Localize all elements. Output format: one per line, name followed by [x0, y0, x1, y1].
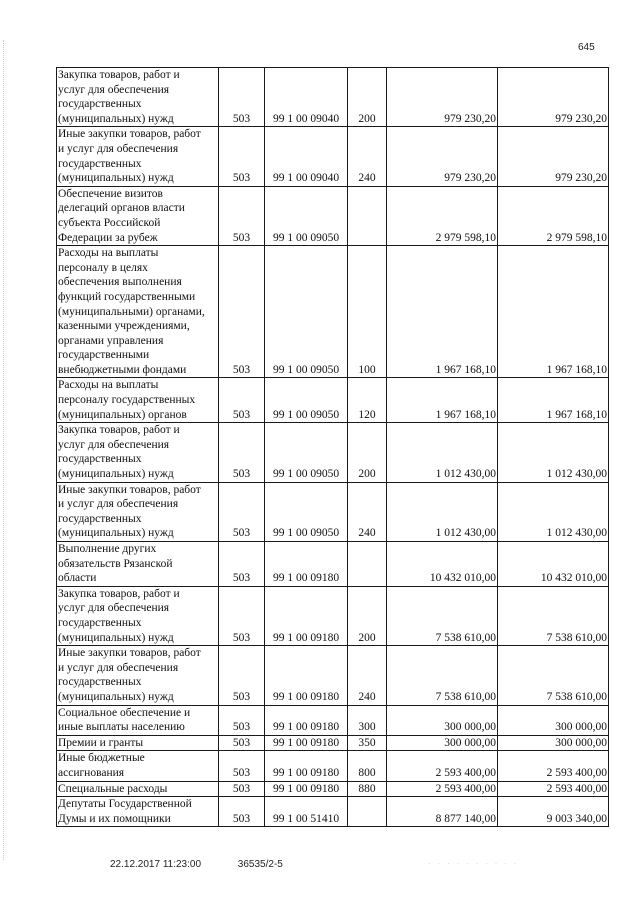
cell-kcsr: 99 1 00 09180: [265, 751, 348, 781]
cell-kcsr: 99 1 00 09180: [265, 646, 348, 705]
cell-razdel: 503: [219, 68, 265, 127]
cell-name: Расходы на выплаты персоналу в целях обеспечения выполнения функций государственными (муниципальными) органами, казенными учреждениями, органами управления государственными внебюджетными фондами: [57, 246, 219, 378]
budget-table-body: [57, 68, 609, 827]
cell-name: Закупка товаров, работ и услуг для обеспечения государственных (муниципальных) нужд: [57, 423, 219, 482]
cell-razdel: 503: [219, 127, 265, 186]
table-row: [57, 542, 609, 587]
cell-sum1: 8 877 140,00: [387, 797, 498, 827]
cell-name: Закупка товаров, работ и услуг для обеспечения государственных (муниципальных) нужд: [57, 586, 219, 645]
cell-razdel: 503: [219, 423, 265, 482]
cell-kvr: 100: [348, 246, 387, 378]
cell-kvr: 800: [348, 751, 387, 781]
cell-sum2: 2 593 400,00: [498, 751, 609, 781]
footer-datetime: 22.12.2017 11:23:00: [110, 859, 202, 870]
cell-sum2: 2 979 598,10: [498, 186, 609, 245]
cell-sum2: 979 230,20: [498, 127, 609, 186]
cell-sum2: 300 000,00: [498, 705, 609, 735]
cell-sum1: 1 012 430,00: [387, 482, 498, 541]
cell-name: Закупка товаров, работ и услуг для обеспечения государственных (муниципальных) нужд: [57, 68, 219, 127]
cell-razdel: 503: [219, 482, 265, 541]
cell-name: Премии и гранты: [57, 735, 219, 751]
cell-kvr: 240: [348, 646, 387, 705]
cell-sum1: 1 012 430,00: [387, 423, 498, 482]
cell-sum2: 1 967 168,10: [498, 246, 609, 378]
cell-kcsr: 99 1 00 09040: [265, 127, 348, 186]
cell-razdel: 503: [219, 378, 265, 423]
cell-sum1: 979 230,20: [387, 68, 498, 127]
cell-name: Иные бюджетные ассигнования: [57, 751, 219, 781]
cell-kvr: 200: [348, 586, 387, 645]
cell-name: Расходы на выплаты персоналу государственных (муниципальных) органов: [57, 378, 219, 423]
cell-razdel: 503: [219, 186, 265, 245]
cell-kcsr: 99 1 00 09040: [265, 68, 348, 127]
table-row: [57, 646, 609, 705]
table-row: [57, 482, 609, 541]
cell-kvr: 350: [348, 735, 387, 751]
cell-kcsr: 99 1 00 09180: [265, 705, 348, 735]
cell-razdel: 503: [219, 735, 265, 751]
cell-kcsr: 99 1 00 51410: [265, 797, 348, 827]
cell-sum1: 300 000,00: [387, 735, 498, 751]
cell-kcsr: 99 1 00 09050: [265, 186, 348, 245]
cell-kcsr: 99 1 00 09050: [265, 246, 348, 378]
cell-sum1: 10 432 010,00: [387, 542, 498, 587]
table-row: [57, 797, 609, 827]
cell-name: Иные закупки товаров, работ и услуг для обеспечения государственных (муниципальных) нужд: [57, 482, 219, 541]
cell-kvr: 240: [348, 127, 387, 186]
table-row: [57, 186, 609, 245]
cell-sum2: 300 000,00: [498, 735, 609, 751]
table-row: [57, 246, 609, 378]
table-row: [57, 735, 609, 751]
footer: [110, 859, 317, 870]
cell-kvr: 200: [348, 68, 387, 127]
cell-kcsr: 99 1 00 09050: [265, 423, 348, 482]
cell-sum2: 10 432 010,00: [498, 542, 609, 587]
cell-sum1: 300 000,00: [387, 705, 498, 735]
cell-razdel: 503: [219, 586, 265, 645]
cell-name: Выполнение других обязательств Рязанской области: [57, 542, 219, 587]
table-row: [57, 378, 609, 423]
footer-doc-code: 36535/2-5: [237, 859, 283, 870]
cell-kcsr: 99 1 00 09180: [265, 586, 348, 645]
cell-sum1: 7 538 610,00: [387, 586, 498, 645]
cell-kvr: [348, 186, 387, 245]
cell-sum1: 7 538 610,00: [387, 646, 498, 705]
cell-razdel: 503: [219, 646, 265, 705]
cell-name: Иные закупки товаров, работ и услуг для обеспечения государственных (муниципальных) нужд: [57, 646, 219, 705]
cell-kcsr: 99 1 00 09180: [265, 542, 348, 587]
table-row: [57, 781, 609, 797]
cell-kvr: 880: [348, 781, 387, 797]
table-row: [57, 705, 609, 735]
cell-kvr: [348, 797, 387, 827]
cell-sum1: 2 593 400,00: [387, 781, 498, 797]
cell-kvr: 300: [348, 705, 387, 735]
cell-name: Специальные расходы: [57, 781, 219, 797]
cell-sum2: 7 538 610,00: [498, 586, 609, 645]
cell-sum1: 2 593 400,00: [387, 751, 498, 781]
cell-razdel: 503: [219, 797, 265, 827]
cell-name: Депутаты Государственной Думы и их помощники: [57, 797, 219, 827]
cell-sum2: 1 967 168,10: [498, 378, 609, 423]
cell-razdel: 503: [219, 246, 265, 378]
cell-sum1: 2 979 598,10: [387, 186, 498, 245]
table-row: [57, 127, 609, 186]
cell-sum1: 1 967 168,10: [387, 378, 498, 423]
cell-kcsr: 99 1 00 09050: [265, 378, 348, 423]
cell-kvr: 120: [348, 378, 387, 423]
cell-razdel: 503: [219, 705, 265, 735]
cell-kcsr: 99 1 00 09050: [265, 482, 348, 541]
cell-name: Обеспечение визитов делегаций органов власти субъекта Российской Федерации за рубеж: [57, 186, 219, 245]
cell-razdel: 503: [219, 751, 265, 781]
cell-sum2: 2 593 400,00: [498, 781, 609, 797]
footer-faint-marks: · · · · · · · · · ·: [428, 858, 519, 868]
cell-kcsr: 99 1 00 09180: [265, 781, 348, 797]
cell-name: Иные закупки товаров, работ и услуг для обеспечения государственных (муниципальных) нужд: [57, 127, 219, 186]
cell-sum2: 9 003 340,00: [498, 797, 609, 827]
table-row: [57, 423, 609, 482]
cell-sum2: 1 012 430,00: [498, 482, 609, 541]
cell-sum2: 979 230,20: [498, 68, 609, 127]
cell-kvr: 200: [348, 423, 387, 482]
budget-table: [56, 67, 609, 827]
cell-sum2: 1 012 430,00: [498, 423, 609, 482]
cell-razdel: 503: [219, 781, 265, 797]
cell-sum1: 979 230,20: [387, 127, 498, 186]
cell-sum1: 1 967 168,10: [387, 246, 498, 378]
table-row: [57, 751, 609, 781]
table-row: [57, 68, 609, 127]
scan-margin-marks: [3, 40, 6, 860]
cell-razdel: 503: [219, 542, 265, 587]
cell-name: Социальное обеспечение и иные выплаты населению: [57, 705, 219, 735]
cell-kcsr: 99 1 00 09180: [265, 735, 348, 751]
cell-kvr: 240: [348, 482, 387, 541]
table-row: [57, 586, 609, 645]
cell-sum2: 7 538 610,00: [498, 646, 609, 705]
cell-kvr: [348, 542, 387, 587]
page-number: 645: [578, 42, 595, 53]
